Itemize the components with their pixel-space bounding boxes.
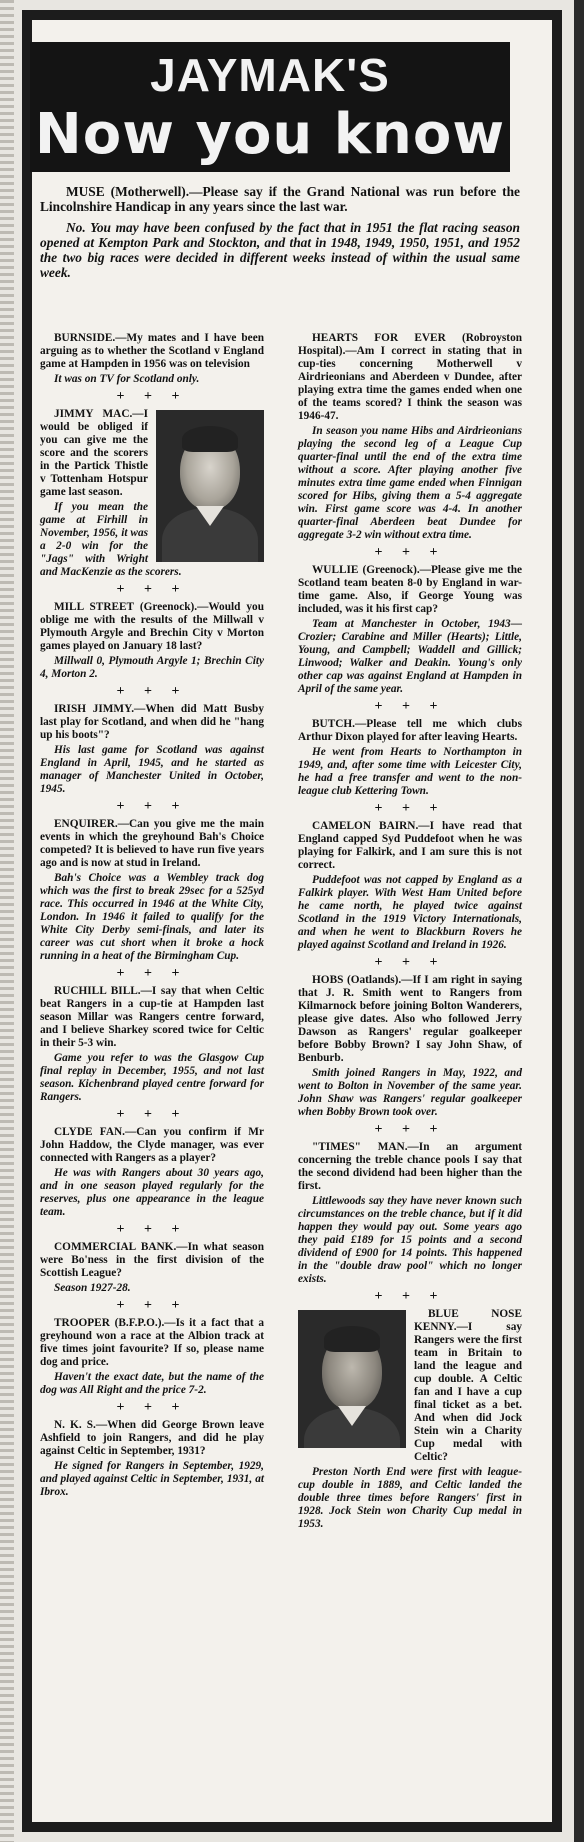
entry-separator: + + + (374, 699, 446, 714)
qa-question: TROOPER (B.F.P.O.).—Is it a fact that a greyhound won a race at the Albion track at five times joint favourite? If so, please name dog and price. (40, 1317, 264, 1368)
qa-entry (298, 820, 522, 952)
qa-entry (298, 974, 522, 1119)
qa-answer: Preston North End were first with league-cup double in 1889, and Celtic landed the double three times before Rangers' first in 1928. Jock Stein won Charity Cup medal in 1953. (298, 1466, 522, 1530)
page-edge-right (574, 0, 584, 1842)
qa-question: N. K. S.—When did George Brown leave Ashfield to join Rangers, and did he play against Celtic in September, 1931? (40, 1419, 264, 1457)
masthead (30, 42, 510, 172)
qa-answer: Littlewoods say they have never known such circumstances on the treble chance, but if it did happen they would pay out. Some years ago they paid £189 for 15 points and a second dividend of £900 for 14 points. This happened in the "double draw pool" which no longer exists. (298, 1195, 522, 1285)
qa-question: HOBS (Oatlands).—If I am right in saying that J. R. Smith went to Rangers from Kilmarnock before joining Bolton Wanderers, please give dates. Also who followed Jerry Dawson as Rangers' regular goalkeeper before Bobby Brown? I say John Shaw, of Benburb. (298, 974, 522, 1064)
entry-separator: + + + (116, 684, 188, 699)
qa-question: BLUE NOSE KENNY.—I say Rangers were the first team in Britain to land the league and cup double. A Celtic fan and I have a cup final ticket as a bet. And when did Jock Stein win a Charity Cup medal with Celtic? (414, 1308, 522, 1463)
qa-answer: Game you refer to was the Glasgow Cup final replay in December, 1955, and not last season. Kichenbrand played centre forward for Rangers. (40, 1052, 264, 1103)
qa-entry (298, 564, 522, 696)
entry-separator: + + + (116, 1107, 188, 1122)
qa-entry (40, 1241, 264, 1295)
qa-entry (40, 1419, 264, 1499)
qa-question: BUTCH.—Please tell me which clubs Arthur Dixon played for after leaving Hearts. (298, 718, 522, 743)
qa-question: CAMELON BAIRN.—I have read that England capped Syd Puddefoot when he was playing for Falkirk, and I am sure this is not correct. (298, 820, 522, 871)
qa-entry (298, 1308, 522, 1531)
qa-entry (40, 601, 264, 681)
qa-answer: Smith joined Rangers in May, 1922, and went to Bolton in November of the same year. John Shaw was Rangers' regular goalkeeper when Bobby Brown took over. (298, 1067, 522, 1118)
qa-entry (298, 1141, 522, 1286)
portrait-hair (324, 1326, 380, 1352)
entry-separator: + + + (116, 582, 188, 597)
qa-answer: Season 1927-28. (54, 1282, 131, 1294)
qa-answer: Puddefoot was not capped by England as a Falkirk player. With West Ham United before he came north, he played twice against Scotland in the 1919 Victory Internationals, and when he went to Blackburn Rovers he played against Scotland and Ireland in 1926. (298, 874, 522, 951)
lead-question: MUSE (Motherwell).—Please say if the Grand National was run before the Lincolnshire Handicap in any years since the last war. (40, 184, 520, 214)
portrait-photo (156, 410, 264, 562)
qa-entry (40, 703, 264, 796)
qa-question: RUCHILL BILL.—I say that when Celtic beat Rangers in a cup-tie at Hampden last season Millar was Rangers centre forward, and I believe Sharkey scored twice for Celtic in their 5-3 win. (40, 985, 264, 1049)
qa-answer: Team at Manchester in October, 1943—Crozier; Carabine and Miller (Hearts); Little, Young, and Campbell; Waddell and Gillick; Linwood; Walker and Deakin. Young's only other cap was against England at Hampden in April of the same year. (298, 618, 522, 695)
qa-question: MILL STREET (Greenock).—Would you oblige me with the results of the Millwall v Plymouth Argyle and Brechin City v Morton games played on January 18 last? (40, 601, 264, 652)
entry-separator: + + + (374, 1289, 446, 1304)
qa-question: BURNSIDE.—My mates and I have been arguing as to whether the Scotland v England game at Hampden in 1956 was on television (40, 332, 264, 370)
qa-answer: If you mean the game at Firhill in November, 1956, it was a 2-0 win for the "Jags" with Wright and MacKenzie as the scorers. (40, 501, 182, 578)
qa-answer: Millwall 0, Plymouth Argyle 1; Brechin City 4, Morton 2. (40, 655, 264, 680)
qa-entry (40, 818, 264, 963)
qa-question: JIMMY MAC.—I would be obliged if you can give me the score and the scorers in the Partick Thistle v Tottenham Hotspur game last season. (40, 408, 148, 498)
qa-entry (40, 332, 264, 386)
masthead-tagline: Now you know (34, 102, 506, 167)
left-column (40, 332, 264, 1503)
qa-answer: He signed for Rangers in September, 1929, and played against Celtic in September, 1931, at Ibrox. (40, 1460, 264, 1498)
lead-entry (40, 184, 520, 286)
qa-question: WULLIE (Greenock).—Please give me the Scotland team beaten 8-0 by England in war-time game. Also, if George Young was included, was it his first cap? (298, 564, 522, 615)
qa-question: COMMERCIAL BANK.—In what season were Bo'ness in the first division of the Scottish League? (40, 1241, 264, 1279)
entry-separator: + + + (374, 801, 446, 816)
qa-answer: His last game for Scotland was against England in April, 1945, and he started as manager of Manchester United in October, 1945. (40, 744, 264, 795)
entry-separator: + + + (116, 966, 188, 981)
entry-separator: + + + (374, 545, 446, 560)
qa-entry (40, 1126, 264, 1219)
qa-question: CLYDE FAN.—Can you confirm if Mr John Haddow, the Clyde manager, was ever connected with Rangers as a player? (40, 1126, 264, 1164)
qa-answer: Bah's Choice was a Wembley track dog which was the first to break 29sec for a 525yd race. This occurred in 1946 at the White City, London. In 1946 it failed to qualify for the White City Derby semi-finals, and later its career was cut short when it broke a hock running in a heat of the Birmingham Cup. (40, 872, 264, 962)
qa-answer: In season you name Hibs and Airdrieonians playing the second leg of a League Cup quarter-final until the end of the extra time without a score. After playing another five minutes extra time game ended when Finnigan scored for Hibs, giving them a 5-4 aggregate win. First game score was 4-4. In another quarter-final Aberdeen beat Dundee for aggregate 3-2 win without extra time. (298, 425, 522, 541)
lead-answer: No. You may have been confused by the fact that in 1951 the flat racing season opened at Kempton Park and Stockton, and that in 1948, 1949, 1950, 1951, and 1952 the two big races were decided in different weeks instead of within the usual same week. (40, 220, 520, 280)
qa-answer: It was on TV for Scotland only. (54, 373, 200, 385)
masthead-brand: JAYMAK'S (150, 49, 390, 101)
portrait-photo (298, 1310, 406, 1448)
page-edge-left (0, 0, 14, 1842)
entry-separator: + + + (116, 1222, 188, 1237)
qa-answer: He was with Rangers about 30 years ago, and in one season played regularly for the reserves, plus one appearance in the league team. (40, 1167, 264, 1218)
qa-entry (40, 408, 264, 579)
qa-question: ENQUIRER.—Can you give me the main events in which the greyhound Bah's Choice competed? It is believed to have run five years ago and is now at stud in Ireland. (40, 818, 264, 869)
entry-separator: + + + (116, 389, 188, 404)
entry-separator: + + + (374, 955, 446, 970)
qa-question: "TIMES" MAN.—In an argument concerning the treble chance pools I say that the second dividend had been higher than the first. (298, 1141, 522, 1192)
qa-question: IRISH JIMMY.—When did Matt Busby last play for Scotland, and when did he "hang up his boots"? (40, 703, 264, 741)
entry-separator: + + + (116, 1298, 188, 1313)
qa-question: HEARTS FOR EVER (Robroyston Hospital).—Am I correct in stating that in cup-ties concerning Motherwell v Airdrieonians and Aberdeen v Dundee, after playing extra time the games ended when one of the teams scored? I think the season was 1946-47. (298, 332, 522, 422)
qa-entry (40, 1317, 264, 1397)
qa-entry (298, 332, 522, 542)
qa-entry (298, 718, 522, 798)
right-column (298, 332, 522, 1535)
qa-entry (40, 985, 264, 1104)
qa-answer: He went from Hearts to Northampton in 1949, and, after some time with Leicester City, he had a free transfer and went to the non-league club Kettering Town. (298, 746, 522, 797)
entry-separator: + + + (116, 799, 188, 814)
entry-separator: + + + (116, 1400, 188, 1415)
entry-separator: + + + (374, 1122, 446, 1137)
portrait-hair (182, 426, 238, 452)
qa-answer: Haven't the exact date, but the name of the dog was All Right and the price 7-2. (40, 1371, 264, 1396)
